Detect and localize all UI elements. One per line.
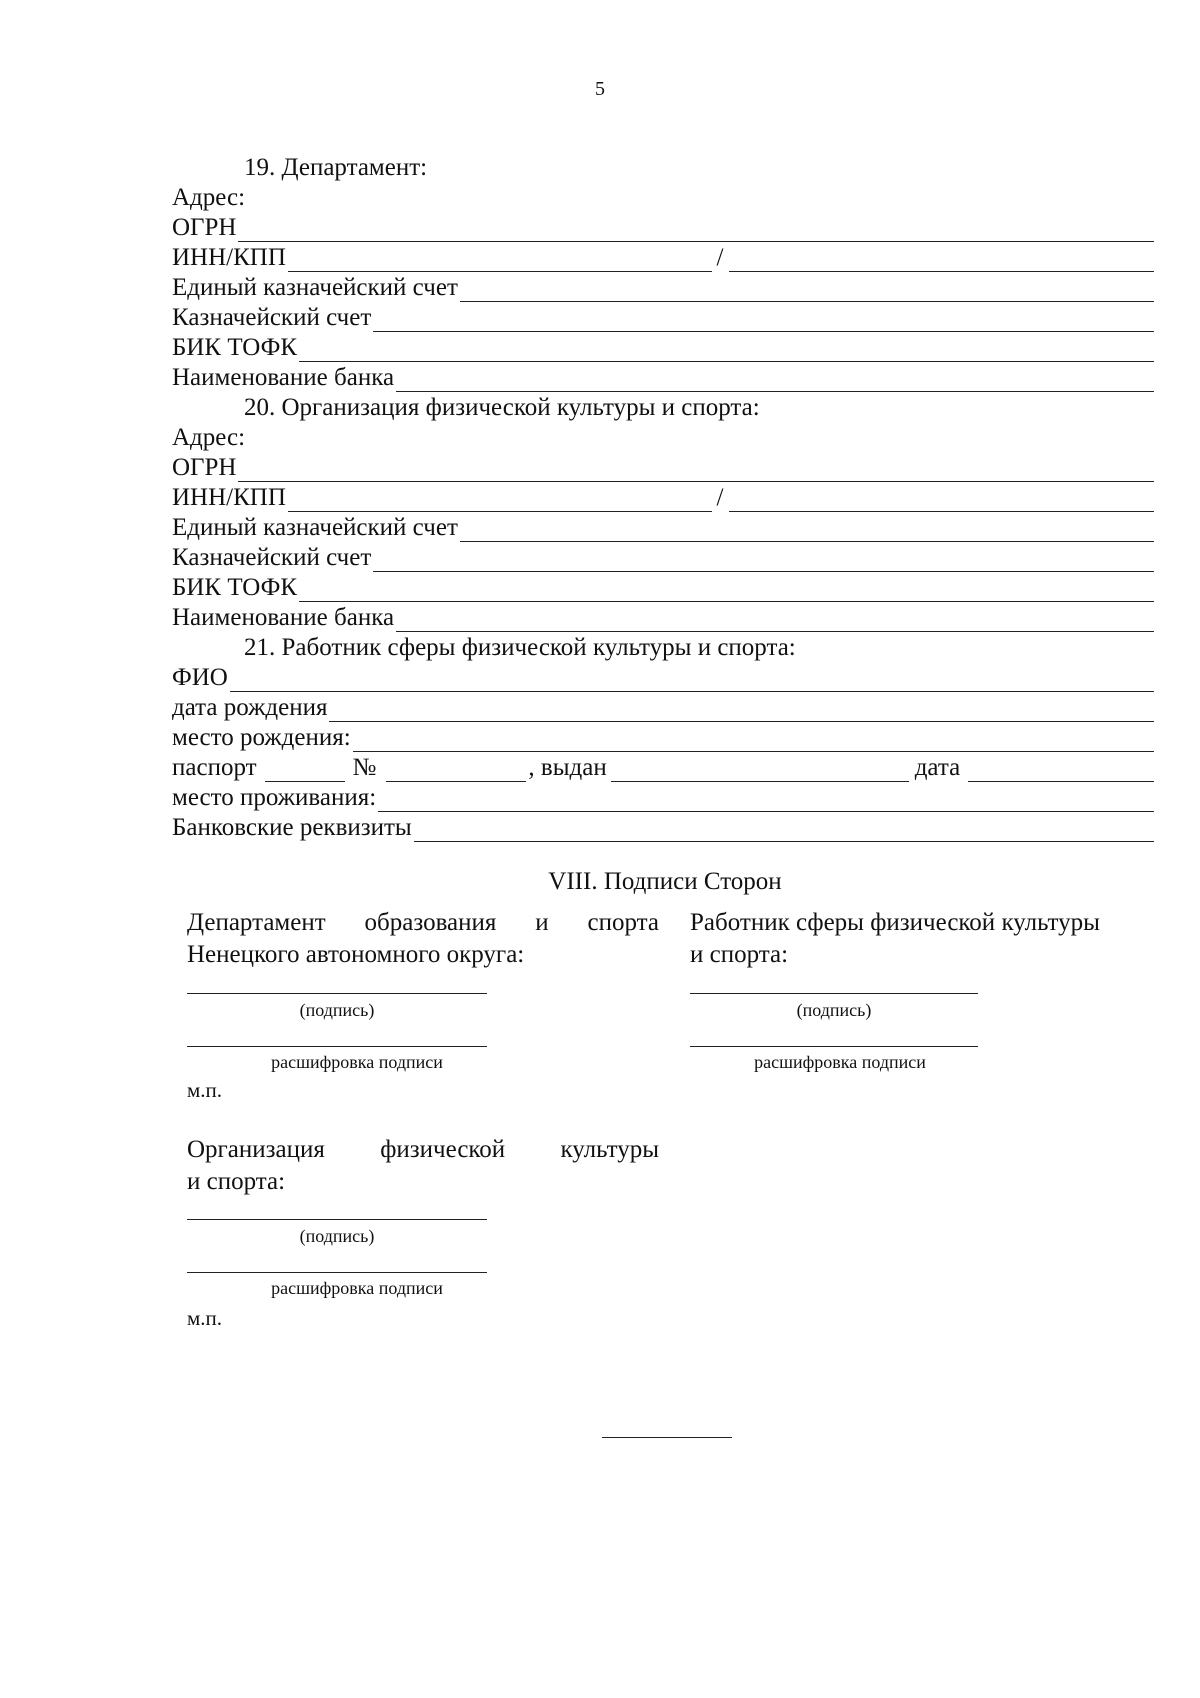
department-signature-line[interactable] bbox=[187, 993, 487, 994]
section-21-title: 21. Работник сферы физической культуры и спорта: bbox=[244, 634, 796, 661]
s20-bank-label: Наименование банка bbox=[172, 604, 395, 631]
s21-passport-series-field[interactable] bbox=[265, 759, 345, 782]
organization-name-line1: Организация физической культуры bbox=[187, 1136, 659, 1163]
s19-slash: / bbox=[716, 244, 724, 271]
s21-issue-date-field[interactable] bbox=[968, 759, 1154, 782]
department-name-line1: Департамент образования и спорта bbox=[187, 909, 659, 936]
s21-bank-details-row bbox=[172, 812, 1154, 842]
organization-decode-caption: расшифровка подписи bbox=[271, 1278, 443, 1298]
s21-fio-row bbox=[172, 662, 1154, 692]
worker-decode-caption: расшифровка подписи bbox=[754, 1052, 926, 1072]
s20-bik-label: БИК ТОФК bbox=[172, 574, 298, 601]
s21-residence-label: место проживания: bbox=[172, 784, 377, 811]
s20-bik-field[interactable] bbox=[299, 579, 1154, 602]
department-decode-line[interactable] bbox=[187, 1046, 487, 1047]
worker-name-line2: и спорта: bbox=[690, 941, 789, 968]
s21-birth-date-label: дата рождения bbox=[172, 694, 328, 721]
s20-treasury-single-field[interactable] bbox=[460, 519, 1154, 542]
s21-residence-row bbox=[172, 782, 1154, 812]
signatures-heading: VIII. Подписи Сторон bbox=[548, 868, 782, 895]
s19-inn-kpp-row bbox=[172, 242, 1154, 272]
s20-ogrn-label: ОГРН bbox=[172, 454, 237, 481]
worker-party bbox=[690, 907, 1130, 971]
organization-name-line2: и спорта: bbox=[187, 1168, 286, 1195]
s19-treasury-single-label: Единый казначейский счет bbox=[172, 274, 458, 301]
worker-signature-line[interactable] bbox=[690, 993, 978, 994]
section-19-title: 19. Департамент: bbox=[244, 154, 428, 181]
department-party bbox=[187, 907, 659, 971]
s20-treasury-single-row bbox=[172, 512, 1154, 542]
s19-inn-kpp-label: ИНН/КПП bbox=[172, 244, 286, 271]
s20-inn-field[interactable] bbox=[288, 489, 713, 512]
s20-inn-kpp-label: ИНН/КПП bbox=[172, 484, 286, 511]
s20-treasury-label: Казначейский счет bbox=[172, 544, 372, 571]
s21-birth-place-row bbox=[172, 722, 1154, 752]
s21-fio-label: ФИО bbox=[172, 664, 228, 691]
s21-passport-label: паспорт bbox=[172, 754, 257, 781]
s21-birth-date-field[interactable] bbox=[329, 699, 1154, 722]
s19-ogrn-field[interactable] bbox=[238, 219, 1154, 242]
s20-address-label: Адрес: bbox=[172, 424, 246, 451]
section-20-heading bbox=[172, 392, 1154, 422]
s20-kpp-field[interactable] bbox=[729, 489, 1154, 512]
page-number: 5 bbox=[595, 78, 605, 100]
s19-ogrn-row bbox=[172, 212, 1154, 242]
s20-treasury-field[interactable] bbox=[373, 549, 1154, 572]
s19-treasury-row bbox=[172, 302, 1154, 332]
s19-treasury-single-row bbox=[172, 272, 1154, 302]
organization-decode-line[interactable] bbox=[187, 1272, 487, 1273]
organization-signature-caption: (подпись) bbox=[299, 1226, 375, 1246]
organization-stamp: м.п. bbox=[187, 1306, 223, 1330]
s19-treasury-label: Казначейский счет bbox=[172, 304, 372, 331]
s21-bank-details-field[interactable] bbox=[414, 819, 1154, 842]
requisites-form bbox=[172, 152, 1154, 842]
s19-kpp-field[interactable] bbox=[729, 249, 1154, 272]
s19-address-label: Адрес: bbox=[172, 184, 246, 211]
worker-signature-caption: (подпись) bbox=[796, 1000, 872, 1020]
s21-birth-place-label: место рождения: bbox=[172, 724, 351, 751]
s21-passport-number-field[interactable] bbox=[386, 759, 526, 782]
s21-residence-field[interactable] bbox=[378, 789, 1154, 812]
department-name-line2: Ненецкого автономного округа: bbox=[187, 941, 525, 968]
document-end-line bbox=[602, 1437, 732, 1438]
s21-date-label: дата bbox=[914, 754, 961, 781]
s20-bank-field[interactable] bbox=[396, 609, 1154, 632]
s19-treasury-single-field[interactable] bbox=[460, 279, 1154, 302]
department-signature-caption: (подпись) bbox=[299, 1000, 375, 1020]
s19-inn-field[interactable] bbox=[288, 249, 713, 272]
worker-decode-line[interactable] bbox=[690, 1046, 978, 1047]
s20-treasury-single-label: Единый казначейский счет bbox=[172, 514, 458, 541]
s21-fio-field[interactable] bbox=[230, 669, 1154, 692]
s20-treasury-row bbox=[172, 542, 1154, 572]
organization-party bbox=[187, 1134, 659, 1198]
s21-issued-label: , выдан bbox=[528, 754, 607, 781]
s20-ogrn-row bbox=[172, 452, 1154, 482]
s21-bank-details-label: Банковские реквизиты bbox=[172, 814, 412, 841]
s19-bik-label: БИК ТОФК bbox=[172, 334, 298, 361]
s20-inn-kpp-row bbox=[172, 482, 1154, 512]
worker-name-line1: Работник сферы физической культуры bbox=[690, 909, 1100, 936]
s19-bik-row bbox=[172, 332, 1154, 362]
section-19-heading bbox=[172, 152, 1154, 182]
s19-ogrn-label: ОГРН bbox=[172, 214, 237, 241]
section-21-heading bbox=[172, 632, 1154, 662]
section-20-title: 20. Организация физической культуры и спорта: bbox=[244, 394, 760, 421]
s19-bank-field[interactable] bbox=[396, 369, 1154, 392]
organization-signature-line[interactable] bbox=[187, 1219, 487, 1220]
s21-number-sign: № bbox=[352, 754, 377, 781]
s19-bank-label: Наименование банка bbox=[172, 364, 395, 391]
s19-address-row bbox=[172, 182, 1154, 212]
s21-birth-place-field[interactable] bbox=[353, 729, 1154, 752]
s19-bik-field[interactable] bbox=[299, 339, 1154, 362]
s21-issued-by-field[interactable] bbox=[611, 759, 909, 782]
s21-passport-row bbox=[172, 752, 1154, 782]
s20-slash: / bbox=[716, 484, 724, 511]
s21-birth-date-row bbox=[172, 692, 1154, 722]
s19-bank-row bbox=[172, 362, 1154, 392]
department-decode-caption: расшифровка подписи bbox=[271, 1052, 443, 1072]
s20-bik-row bbox=[172, 572, 1154, 602]
s20-address-row bbox=[172, 422, 1154, 452]
s19-treasury-field[interactable] bbox=[373, 309, 1154, 332]
s20-bank-row bbox=[172, 602, 1154, 632]
s20-ogrn-field[interactable] bbox=[238, 459, 1154, 482]
department-stamp: м.п. bbox=[187, 1078, 223, 1102]
